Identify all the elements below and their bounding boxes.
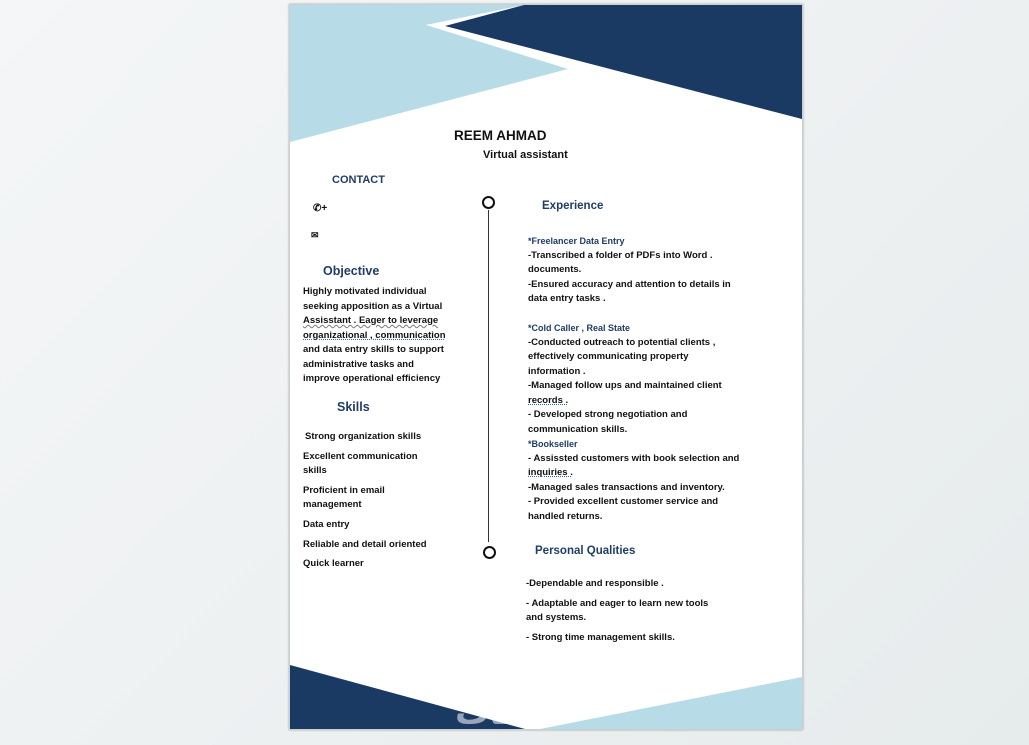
quality-item: - Strong time management skills. — [526, 632, 675, 643]
objective-line: and data entry skills to support — [303, 344, 444, 355]
qualities-heading: Personal Qualities — [535, 545, 636, 557]
watermark-logo: خمسات — [455, 693, 584, 730]
skill-item: Reliable and detail oriented — [303, 539, 427, 550]
job-line: communication skills. — [528, 424, 628, 435]
timeline-node-top — [482, 196, 495, 209]
objective-line: Assisstant . Eager to leverage — [303, 315, 439, 326]
job-line: handled returns. — [528, 511, 603, 522]
skill-item: Strong organization skills — [305, 431, 422, 442]
skill-item: Excellent communication — [303, 451, 418, 462]
job-line: information . — [528, 366, 586, 377]
phone-icon: ✆+ — [313, 203, 328, 214]
job-line: -Conducted outreach to potential clients , — [528, 337, 716, 348]
objective-line: organizational , communication — [303, 330, 446, 341]
job-line: -Transcribed a folder of PDFs into Word . — [528, 250, 713, 261]
job-line: effectively communicating property — [528, 351, 689, 362]
job-line: - Provided excellent customer service and — [528, 496, 719, 507]
objective-line: seeking apposition as a Virtual — [303, 301, 443, 312]
job-line: documents. — [528, 264, 582, 275]
job-title-1: *Freelancer Data Entry — [528, 236, 625, 246]
job-title-2: *Cold Caller , Real State — [528, 323, 631, 333]
quality-item: -Dependable and responsible . — [526, 578, 664, 589]
objective-line: administrative tasks and — [303, 359, 414, 370]
experience-heading: Experience — [542, 200, 604, 212]
timeline-node-bottom — [483, 546, 496, 559]
quality-item: - Adaptable and eager to learn new tools — [526, 598, 709, 609]
job-line: -Managed follow ups and maintained client — [528, 380, 722, 391]
job-line: -Ensured accuracy and attention to details in — [528, 279, 731, 290]
objective-line: Highly motivated individual — [303, 286, 427, 297]
contact-heading: CONTACT — [332, 174, 385, 186]
job-line: -Managed sales transactions and inventory. — [528, 482, 725, 493]
skill-item: Proficient in email — [303, 485, 385, 496]
skill-item: Data entry — [303, 519, 350, 530]
job-title: Virtual assistant — [483, 149, 568, 161]
skill-item-cont: management — [303, 499, 362, 510]
job-line: data entry tasks . — [528, 293, 606, 304]
job-line: - Developed strong negotiation and — [528, 409, 688, 420]
job-line: - Assissted customers with book selection and — [528, 453, 740, 464]
skill-item-cont: skills — [303, 465, 327, 476]
email-icon: ✉ — [311, 230, 319, 240]
person-name: REEM AHMAD — [454, 128, 547, 143]
timeline-line — [488, 210, 489, 542]
skills-heading: Skills — [337, 400, 370, 414]
objective-line: improve operational efficiency — [303, 373, 441, 384]
job-line: inquiries . — [528, 467, 573, 478]
resume-page — [289, 4, 803, 730]
objective-heading: Objective — [323, 264, 380, 278]
job-line: records . — [528, 395, 569, 406]
quality-item-cont: and systems. — [526, 612, 587, 623]
job-title-3: *Bookseller — [528, 439, 578, 449]
skill-item: Quick learner — [303, 558, 364, 569]
